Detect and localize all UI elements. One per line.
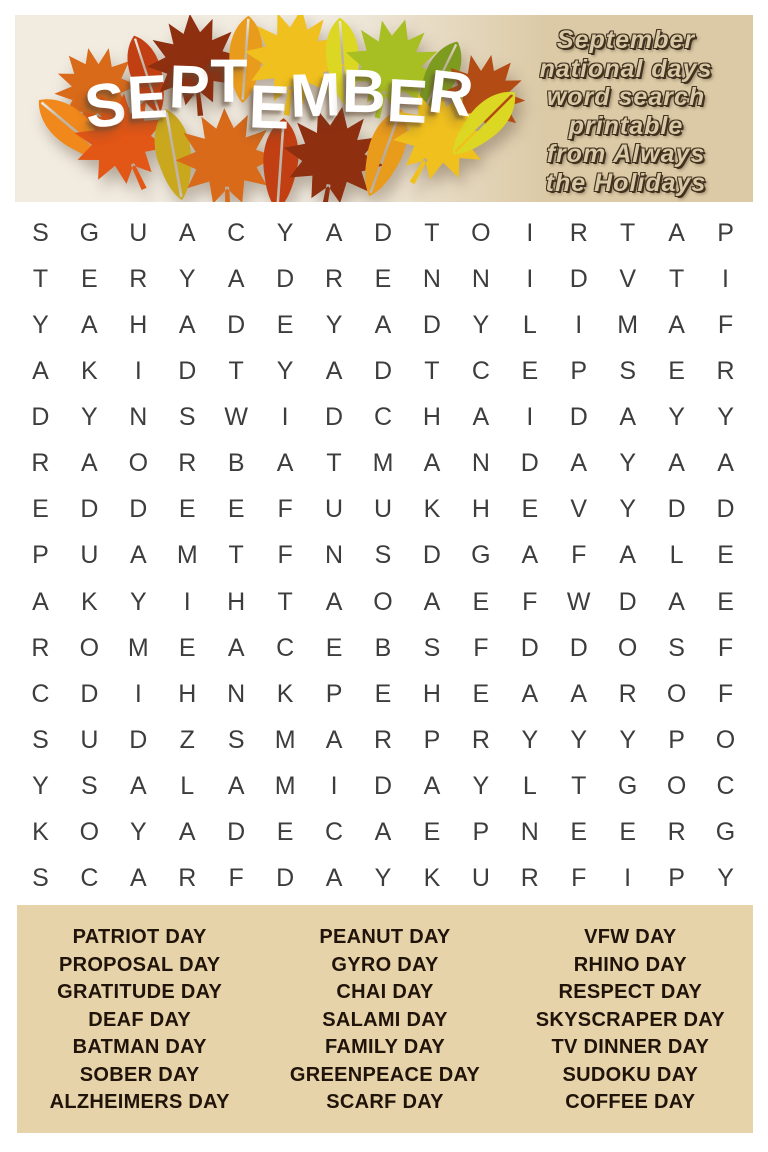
grid-cell-r1c8[interactable]: D bbox=[373, 218, 393, 247]
grid-cell-r7c3[interactable]: D bbox=[129, 495, 148, 524]
grid-cell-r1c2[interactable]: G bbox=[79, 218, 100, 247]
tagline-line: the Holidays bbox=[545, 168, 707, 197]
grid-cell-r6c13[interactable]: Y bbox=[619, 449, 636, 478]
grid-cell-r10c6[interactable]: C bbox=[276, 633, 295, 662]
grid-cell-r2c9[interactable]: N bbox=[422, 264, 441, 293]
word-list-item: BATMAN DAY bbox=[72, 1036, 207, 1058]
grid-cell-r2c15[interactable]: I bbox=[722, 264, 729, 293]
grid-cell-r14c14[interactable]: R bbox=[667, 818, 686, 847]
grid-cell-r6c11[interactable]: D bbox=[520, 449, 539, 478]
grid-cell-r5c2[interactable]: Y bbox=[81, 403, 98, 432]
grid-cell-r4c4[interactable]: D bbox=[178, 356, 197, 385]
grid-cell-r5c15[interactable]: Y bbox=[717, 403, 734, 432]
grid-cell-r4c10[interactable]: C bbox=[471, 356, 490, 385]
grid-cell-r10c4[interactable]: E bbox=[178, 633, 196, 662]
grid-cell-r9c9[interactable]: A bbox=[423, 587, 441, 616]
grid-cell-r11c8[interactable]: E bbox=[374, 679, 392, 708]
grid-cell-r2c5[interactable]: A bbox=[227, 264, 245, 293]
grid-cell-r15c1[interactable]: S bbox=[32, 864, 49, 893]
month-title-letter: E bbox=[247, 72, 291, 142]
grid-cell-r4c6[interactable]: Y bbox=[276, 356, 294, 385]
grid-cell-r7c12[interactable]: V bbox=[570, 495, 588, 524]
grid-cell-r1c3[interactable]: U bbox=[129, 218, 148, 247]
grid-cell-r3c5[interactable]: D bbox=[227, 310, 246, 339]
grid-cell-r11c14[interactable]: O bbox=[666, 679, 687, 708]
grid-cell-r3c8[interactable]: A bbox=[374, 310, 392, 339]
grid-cell-r6c15[interactable]: A bbox=[717, 449, 734, 478]
grid-cell-r10c14[interactable]: S bbox=[668, 633, 685, 662]
grid-cell-r3c6[interactable]: E bbox=[276, 310, 294, 339]
word-list-item: TV DINNER DAY bbox=[551, 1036, 710, 1058]
grid-cell-r8c7[interactable]: N bbox=[325, 541, 344, 570]
grid-cell-r10c8[interactable]: B bbox=[374, 633, 392, 662]
grid-cell-r3c4[interactable]: A bbox=[178, 310, 196, 339]
grid-cell-r5c1[interactable]: D bbox=[31, 403, 50, 432]
grid-cell-r12c5[interactable]: S bbox=[227, 726, 245, 755]
grid-cell-r9c1[interactable]: A bbox=[32, 587, 49, 616]
grid-cell-r8c14[interactable]: L bbox=[669, 541, 684, 570]
word-list-item: PEANUT DAY bbox=[319, 926, 451, 948]
grid-cell-r5c13[interactable]: A bbox=[619, 403, 636, 432]
grid-cell-r9c3[interactable]: Y bbox=[129, 587, 147, 616]
grid-cell-r9c7[interactable]: A bbox=[325, 587, 343, 616]
grid-cell-r11c11[interactable]: A bbox=[521, 679, 539, 708]
grid-cell-r6c14[interactable]: A bbox=[668, 449, 685, 478]
grid-cell-r10c15[interactable]: F bbox=[717, 633, 734, 662]
grid-cell-r15c14[interactable]: P bbox=[668, 864, 685, 893]
grid-cell-r14c4[interactable]: A bbox=[178, 818, 196, 847]
grid-cell-r6c6[interactable]: A bbox=[276, 449, 294, 478]
month-title-letter: M bbox=[288, 60, 343, 130]
grid-cell-r1c6[interactable]: Y bbox=[276, 218, 294, 247]
grid-cell-r8c11[interactable]: A bbox=[521, 541, 539, 570]
grid-cell-r4c13[interactable]: S bbox=[619, 356, 636, 385]
grid-cell-r5c12[interactable]: D bbox=[569, 403, 588, 432]
word-list-item: RHINO DAY bbox=[573, 953, 687, 976]
grid-cell-r7c2[interactable]: D bbox=[80, 495, 99, 524]
grid-cell-r11c10[interactable]: E bbox=[472, 679, 490, 708]
grid-cell-r5c8[interactable]: C bbox=[373, 403, 393, 432]
grid-cell-r7c9[interactable]: K bbox=[423, 495, 441, 524]
grid-cell-r12c11[interactable]: Y bbox=[521, 726, 539, 755]
grid-cell-r10c10[interactable]: F bbox=[473, 633, 489, 662]
grid-cell-r5c7[interactable]: D bbox=[325, 403, 344, 432]
grid-cell-r7c11[interactable]: E bbox=[521, 495, 539, 524]
grid-cell-r4c2[interactable]: K bbox=[81, 356, 98, 385]
grid-cell-r4c8[interactable]: D bbox=[373, 356, 393, 385]
grid-cell-r2c13[interactable]: V bbox=[619, 264, 636, 293]
grid-cell-r13c11[interactable]: L bbox=[522, 772, 537, 801]
grid-cell-r8c8[interactable]: S bbox=[374, 541, 392, 570]
grid-cell-r6c9[interactable]: A bbox=[423, 449, 441, 478]
word-list-item: GRATITUDE DAY bbox=[57, 981, 223, 1003]
word-list-item: FAMILY DAY bbox=[324, 1036, 446, 1058]
grid-cell-r2c3[interactable]: R bbox=[129, 264, 148, 293]
grid-cell-r7c10[interactable]: H bbox=[471, 495, 490, 524]
grid-cell-r15c4[interactable]: R bbox=[178, 864, 197, 893]
grid-cell-r13c15[interactable]: C bbox=[716, 772, 735, 801]
grid-cell-r14c12[interactable]: E bbox=[570, 818, 588, 847]
grid-cell-r2c12[interactable]: D bbox=[569, 264, 588, 293]
grid-cell-r5c10[interactable]: A bbox=[472, 403, 490, 432]
grid-cell-r9c11[interactable]: F bbox=[522, 587, 538, 616]
grid-cell-r13c3[interactable]: A bbox=[129, 772, 147, 801]
grid-cell-r7c15[interactable]: D bbox=[716, 495, 735, 524]
word-list-item: SOBER DAY bbox=[79, 1063, 200, 1086]
grid-cell-r7c6[interactable]: F bbox=[277, 495, 293, 524]
grid-cell-r5c4[interactable]: S bbox=[178, 403, 196, 432]
grid-cell-r13c13[interactable]: G bbox=[617, 772, 638, 801]
grid-cell-r8c13[interactable]: A bbox=[619, 541, 636, 570]
tagline-line: September bbox=[556, 26, 696, 54]
grid-cell-r11c9[interactable]: H bbox=[422, 679, 441, 708]
grid-cell-r9c15[interactable]: E bbox=[717, 587, 734, 616]
grid-cell-r9c6[interactable]: T bbox=[277, 587, 293, 616]
grid-cell-r11c4[interactable]: H bbox=[178, 679, 197, 708]
grid-cell-r15c6[interactable]: D bbox=[276, 864, 295, 893]
grid-cell-r4c11[interactable]: E bbox=[521, 356, 539, 385]
grid-cell-r4c9[interactable]: T bbox=[424, 356, 440, 385]
grid-cell-r3c13[interactable]: M bbox=[617, 310, 639, 339]
grid-cell-r10c12[interactable]: D bbox=[569, 633, 588, 662]
grid-cell-r6c2[interactable]: A bbox=[81, 449, 98, 478]
grid-cell-r15c12[interactable]: F bbox=[571, 864, 587, 893]
grid-cell-r3c7[interactable]: Y bbox=[325, 310, 343, 339]
word-list-item: VFW DAY bbox=[584, 926, 677, 948]
grid-cell-r14c15[interactable]: G bbox=[715, 818, 736, 847]
grid-cell-r12c13[interactable]: Y bbox=[619, 726, 636, 755]
grid-cell-r6c10[interactable]: N bbox=[471, 449, 490, 478]
grid-cell-r10c7[interactable]: E bbox=[325, 633, 343, 662]
grid-cell-r6c4[interactable]: R bbox=[178, 449, 197, 478]
grid-cell-r13c6[interactable]: M bbox=[274, 772, 296, 801]
grid-cell-r4c3[interactable]: I bbox=[134, 356, 142, 385]
grid-cell-r8c5[interactable]: T bbox=[228, 541, 244, 570]
word-list-item: SALAMI DAY bbox=[322, 1008, 448, 1031]
grid-cell-r8c4[interactable]: M bbox=[176, 541, 198, 570]
grid-cell-r9c12[interactable]: W bbox=[566, 587, 591, 616]
grid-cell-r15c5[interactable]: F bbox=[228, 864, 244, 893]
grid-cell-r12c1[interactable]: S bbox=[32, 726, 49, 755]
grid-cell-r5c5[interactable]: W bbox=[224, 403, 248, 432]
grid-cell-r12c12[interactable]: Y bbox=[570, 726, 588, 755]
grid-cell-r13c10[interactable]: Y bbox=[472, 772, 490, 801]
grid-cell-r10c3[interactable]: M bbox=[127, 633, 149, 662]
grid-cell-r1c14[interactable]: A bbox=[668, 218, 685, 247]
grid-cell-r3c3[interactable]: H bbox=[129, 310, 148, 339]
word-list-item: COFFEE DAY bbox=[565, 1091, 696, 1113]
grid-cell-r12c6[interactable]: M bbox=[274, 726, 296, 755]
word-list-item: CHAI DAY bbox=[336, 981, 434, 1003]
grid-cell-r14c3[interactable]: Y bbox=[129, 818, 147, 847]
grid-cell-r1c4[interactable]: A bbox=[178, 218, 196, 247]
grid-cell-r2c8[interactable]: E bbox=[374, 264, 392, 293]
grid-cell-r2c7[interactable]: R bbox=[325, 264, 344, 293]
grid-cell-r9c13[interactable]: D bbox=[618, 587, 637, 616]
grid-cell-r3c9[interactable]: D bbox=[422, 310, 441, 339]
grid-cell-r13c14[interactable]: O bbox=[666, 772, 687, 801]
grid-cell-r7c5[interactable]: E bbox=[227, 495, 245, 524]
word-list-item: PATRIOT DAY bbox=[72, 926, 207, 948]
grid-cell-r14c5[interactable]: D bbox=[227, 818, 246, 847]
grid-cell-r6c8[interactable]: M bbox=[372, 449, 394, 478]
grid-cell-r12c8[interactable]: R bbox=[373, 726, 393, 755]
grid-cell-r14c2[interactable]: O bbox=[79, 818, 100, 847]
grid-cell-r11c13[interactable]: R bbox=[618, 679, 637, 708]
grid-cell-r7c14[interactable]: D bbox=[667, 495, 686, 524]
grid-cell-r4c14[interactable]: E bbox=[668, 356, 685, 385]
grid-cell-r14c8[interactable]: A bbox=[374, 818, 392, 847]
grid-cell-r15c15[interactable]: Y bbox=[717, 864, 734, 893]
grid-cell-r3c15[interactable]: F bbox=[717, 310, 734, 339]
grid-cell-r2c10[interactable]: N bbox=[471, 264, 490, 293]
grid-cell-r12c4[interactable]: Z bbox=[179, 726, 195, 755]
grid-cell-r1c11[interactable]: I bbox=[526, 218, 534, 247]
grid-cell-r5c3[interactable]: N bbox=[129, 403, 148, 432]
grid-cell-r8c6[interactable]: F bbox=[277, 541, 293, 570]
month-title-letter: E bbox=[385, 65, 430, 137]
grid-cell-r1c5[interactable]: C bbox=[227, 218, 246, 247]
grid-cell-r2c6[interactable]: D bbox=[276, 264, 295, 293]
word-list-panel bbox=[17, 905, 753, 1133]
grid-cell-r11c6[interactable]: K bbox=[276, 679, 294, 708]
word-list-column-2 bbox=[262, 905, 507, 1117]
month-title-letter: R bbox=[424, 56, 477, 130]
grid-cell-r13c5[interactable]: A bbox=[227, 772, 245, 801]
grid-cell-r12c9[interactable]: P bbox=[423, 726, 441, 755]
month-title-letter: B bbox=[341, 56, 387, 126]
grid-cell-r3c11[interactable]: L bbox=[522, 310, 537, 339]
month-title-letter: E bbox=[125, 61, 170, 133]
grid-cell-r12c3[interactable]: D bbox=[129, 726, 148, 755]
grid-cell-r2c4[interactable]: Y bbox=[178, 264, 196, 293]
word-list-item: GYRO DAY bbox=[331, 953, 439, 976]
grid-cell-r15c13[interactable]: I bbox=[624, 864, 632, 893]
grid-cell-r12c7[interactable]: A bbox=[325, 726, 343, 755]
grid-cell-r12c14[interactable]: P bbox=[668, 726, 685, 755]
grid-cell-r14c7[interactable]: C bbox=[325, 818, 344, 847]
grid-cell-r13c2[interactable]: S bbox=[81, 772, 98, 801]
grid-cell-r11c12[interactable]: A bbox=[570, 679, 588, 708]
header-banner bbox=[15, 15, 753, 202]
grid-cell-r3c10[interactable]: Y bbox=[472, 310, 490, 339]
grid-cell-r5c9[interactable]: H bbox=[422, 403, 441, 432]
grid-cell-r15c3[interactable]: A bbox=[129, 864, 147, 893]
month-title bbox=[53, 47, 505, 142]
word-list-item: ALZHEIMERS DAY bbox=[49, 1091, 230, 1113]
word-list-item: DEAF DAY bbox=[88, 1008, 192, 1031]
grid-cell-r2c1[interactable]: T bbox=[32, 264, 49, 293]
grid-cell-r10c11[interactable]: D bbox=[520, 633, 539, 662]
grid-cell-r11c15[interactable]: F bbox=[717, 679, 734, 708]
month-title-letter: S bbox=[81, 68, 130, 142]
word-list-item: SUDOKU DAY bbox=[562, 1063, 699, 1086]
word-list-item: RESPECT DAY bbox=[558, 981, 703, 1003]
grid-cell-r10c13[interactable]: O bbox=[617, 633, 638, 662]
grid-cell-r8c3[interactable]: A bbox=[129, 541, 147, 570]
grid-cell-r15c11[interactable]: R bbox=[520, 864, 539, 893]
month-title-letter: T bbox=[210, 47, 248, 115]
word-list-item: SCARF DAY bbox=[326, 1091, 444, 1113]
grid-cell-r4c7[interactable]: A bbox=[325, 356, 343, 385]
grid-cell-r8c15[interactable]: E bbox=[717, 541, 734, 570]
grid-cell-r1c1[interactable]: S bbox=[32, 218, 49, 247]
grid-cell-r13c4[interactable]: L bbox=[180, 772, 195, 801]
grid-cell-r14c6[interactable]: E bbox=[276, 818, 294, 847]
grid-cell-r9c14[interactable]: A bbox=[668, 587, 685, 616]
tagline-line: national days bbox=[539, 54, 713, 83]
grid-cell-r6c1[interactable]: R bbox=[31, 449, 50, 478]
grid-cell-r3c2[interactable]: A bbox=[81, 310, 98, 339]
grid-cell-r1c9[interactable]: T bbox=[424, 218, 440, 247]
grid-cell-r11c1[interactable]: C bbox=[31, 679, 50, 708]
grid-cell-r1c12[interactable]: R bbox=[569, 218, 588, 247]
grid-cell-r11c3[interactable]: I bbox=[134, 679, 142, 708]
grid-cell-r6c12[interactable]: A bbox=[570, 449, 588, 478]
grid-cell-r10c9[interactable]: S bbox=[423, 633, 441, 662]
grid-cell-r1c15[interactable]: P bbox=[717, 218, 734, 247]
grid-cell-r10c5[interactable]: A bbox=[227, 633, 245, 662]
tagline-line: word search bbox=[546, 83, 706, 111]
grid-cell-r11c2[interactable]: D bbox=[80, 679, 99, 708]
grid-cell-r12c10[interactable]: R bbox=[471, 726, 490, 755]
word-list-item: PROPOSAL DAY bbox=[58, 953, 221, 976]
grid-cell-r4c5[interactable]: T bbox=[228, 356, 244, 385]
grid-cell-r14c1[interactable]: K bbox=[32, 818, 49, 847]
grid-cell-r14c13[interactable]: E bbox=[619, 818, 636, 847]
grid-cell-r5c14[interactable]: Y bbox=[668, 403, 685, 432]
grid-cell-r5c11[interactable]: I bbox=[526, 403, 534, 432]
grid-cell-r9c5[interactable]: H bbox=[227, 587, 246, 616]
grid-cell-r13c12[interactable]: T bbox=[571, 772, 587, 801]
grid-cell-r6c3[interactable]: O bbox=[128, 449, 149, 478]
grid-cell-r7c7[interactable]: U bbox=[325, 495, 344, 524]
grid-cell-r15c7[interactable]: A bbox=[325, 864, 343, 893]
grid-cell-r4c15[interactable]: R bbox=[716, 356, 735, 385]
grid-cell-r9c8[interactable]: O bbox=[373, 587, 393, 616]
grid-cell-r7c4[interactable]: E bbox=[178, 495, 196, 524]
grid-cell-r12c15[interactable]: O bbox=[715, 726, 736, 755]
grid-cell-r3c14[interactable]: A bbox=[668, 310, 685, 339]
grid-cell-r15c9[interactable]: K bbox=[423, 864, 441, 893]
grid-cell-r14c9[interactable]: E bbox=[423, 818, 441, 847]
word-search-grid bbox=[16, 210, 750, 902]
word-list-item: GREENPEACE DAY bbox=[289, 1063, 481, 1086]
word-list-column-1 bbox=[17, 905, 262, 1117]
grid-cell-r7c13[interactable]: Y bbox=[619, 495, 636, 524]
grid-cell-r3c12[interactable]: I bbox=[575, 310, 583, 339]
grid-cell-r12c2[interactable]: U bbox=[80, 726, 99, 755]
grid-cell-r9c4[interactable]: I bbox=[183, 587, 191, 616]
grid-cell-r8c1[interactable]: P bbox=[32, 541, 49, 570]
grid-cell-r1c13[interactable]: T bbox=[620, 218, 636, 247]
grid-cell-r15c8[interactable]: Y bbox=[374, 864, 392, 893]
tagline-line: printable bbox=[568, 111, 684, 140]
grid-cell-r1c10[interactable]: O bbox=[471, 218, 491, 247]
grid-cell-r9c2[interactable]: K bbox=[81, 587, 98, 616]
grid-cell-r15c2[interactable]: C bbox=[80, 864, 99, 893]
grid-cell-r14c10[interactable]: P bbox=[472, 818, 490, 847]
grid-cell-r11c5[interactable]: N bbox=[227, 679, 246, 708]
grid-cell-r3c1[interactable]: Y bbox=[32, 310, 49, 339]
grid-cell-r5c6[interactable]: I bbox=[281, 403, 289, 432]
grid-cell-r8c9[interactable]: D bbox=[422, 541, 441, 570]
tagline-line: from Always bbox=[546, 140, 706, 168]
grid-cell-r9c10[interactable]: E bbox=[472, 587, 490, 616]
grid-cell-r2c14[interactable]: T bbox=[668, 264, 685, 293]
grid-cell-r8c2[interactable]: U bbox=[80, 541, 99, 570]
grid-cell-r10c1[interactable]: R bbox=[31, 633, 50, 662]
grid-cell-r14c11[interactable]: N bbox=[520, 818, 539, 847]
grid-cell-r2c2[interactable]: E bbox=[81, 264, 98, 293]
grid-cell-r7c1[interactable]: E bbox=[32, 495, 49, 524]
word-list-column-3 bbox=[508, 905, 753, 1117]
grid-cell-r1c7[interactable]: A bbox=[325, 218, 343, 247]
grid-cell-r4c12[interactable]: P bbox=[570, 356, 588, 385]
grid-cell-r4c1[interactable]: A bbox=[32, 356, 49, 385]
grid-cell-r13c1[interactable]: Y bbox=[32, 772, 49, 801]
grid-cell-r13c9[interactable]: A bbox=[423, 772, 441, 801]
grid-cell-r11c7[interactable]: P bbox=[325, 679, 343, 708]
grid-cell-r13c8[interactable]: D bbox=[373, 772, 393, 801]
grid-cell-r10c2[interactable]: O bbox=[79, 633, 100, 662]
grid-cell-r8c12[interactable]: F bbox=[571, 541, 587, 570]
grid-cell-r6c5[interactable]: B bbox=[227, 449, 245, 478]
month-title-letter: P bbox=[167, 52, 211, 122]
grid-cell-r7c8[interactable]: U bbox=[373, 495, 393, 524]
grid-cell-r13c7[interactable]: I bbox=[330, 772, 338, 801]
grid-cell-r15c10[interactable]: U bbox=[471, 864, 490, 893]
grid-cell-r6c7[interactable]: T bbox=[326, 449, 342, 478]
tagline bbox=[507, 26, 745, 197]
grid-cell-r2c11[interactable]: I bbox=[526, 264, 534, 293]
grid-cell-r8c10[interactable]: G bbox=[471, 541, 491, 570]
word-list-item: SKYSCRAPER DAY bbox=[535, 1008, 725, 1031]
